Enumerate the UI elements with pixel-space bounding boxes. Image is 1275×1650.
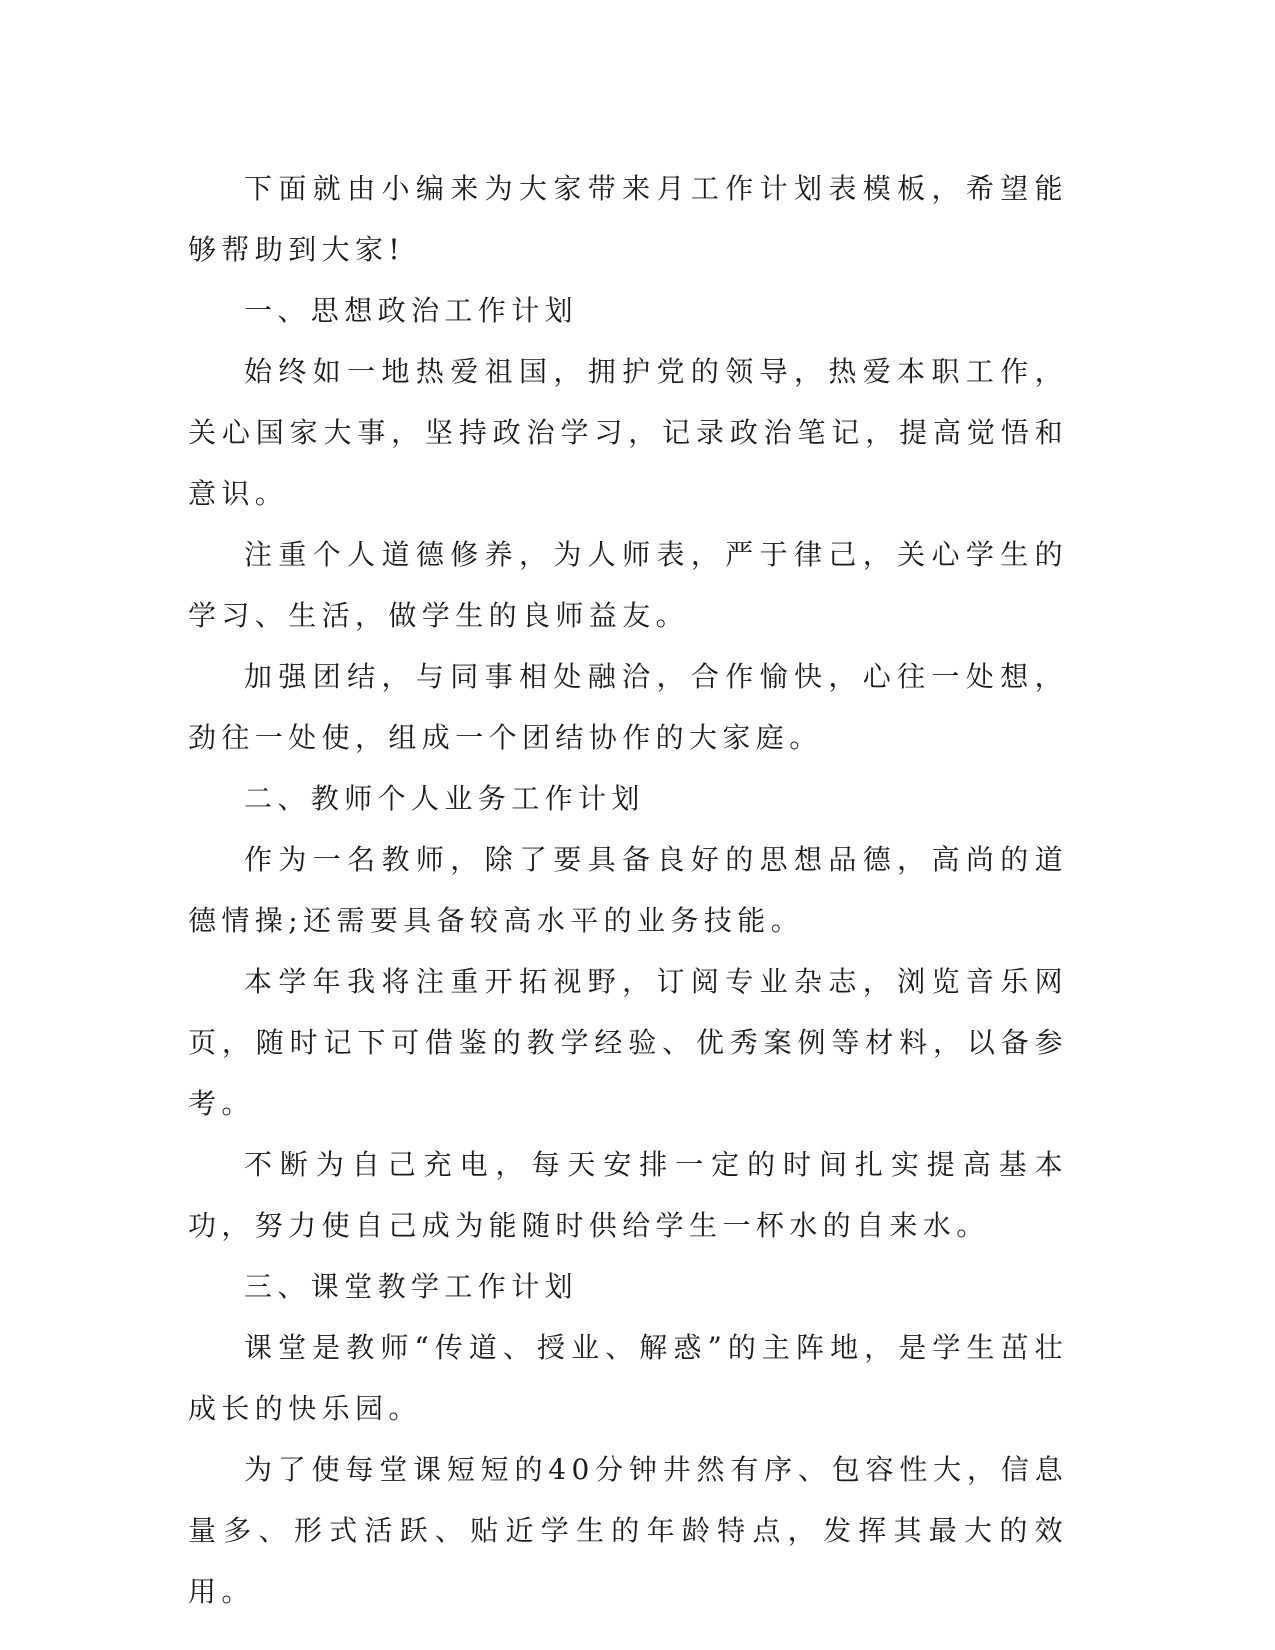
body-paragraph: 本学年我将注重开拓视野，订阅专业杂志，浏览音乐网页，随时记下可借鉴的教学经验、优秀案例等材料，以备参考。 [188, 965, 1068, 1120]
intro-paragraph: 下面就由小编来为大家带来月工作计划表模板，希望能够帮助到大家! [188, 172, 1068, 266]
body-paragraph: 始终如一地热爱祖国，拥护党的领导，热爱本职工作，关心国家大事，坚持政治学习，记录政治笔记，提高觉悟和意识。 [188, 355, 1068, 510]
section-heading-2: 二、教师个人业务工作计划 [244, 782, 645, 815]
body-paragraph: 作为一名教师，除了要具备良好的思想品德，高尚的道德情操;还需要具备较高水平的业务技能。 [188, 843, 1068, 937]
body-paragraph: 加强团结，与同事相处融洽，合作愉快，心往一处想，劲往一处使，组成一个团结协作的大家庭。 [188, 660, 1068, 754]
section-heading-3: 三、课堂教学工作计划 [244, 1270, 579, 1303]
body-paragraph: 注重个人道德修养，为人师表，严于律己，关心学生的学习、生活，做学生的良师益友。 [188, 538, 1068, 632]
section-heading-1: 一、思想政治工作计划 [244, 294, 579, 327]
document-body [188, 158, 1068, 1622]
body-paragraph: 课堂是教师“传道、授业、解惑”的主阵地，是学生茁壮成长的快乐园。 [188, 1331, 1068, 1425]
body-paragraph: 为了使每堂课短短的40分钟井然有序、包容性大，信息量多、形式活跃、贴近学生的年龄特点，发挥其最大的效用。 [188, 1453, 1068, 1608]
body-paragraph: 不断为自己充电，每天安排一定的时间扎实提高基本功，努力使自己成为能随时供给学生一杯水的自来水。 [188, 1148, 1068, 1242]
